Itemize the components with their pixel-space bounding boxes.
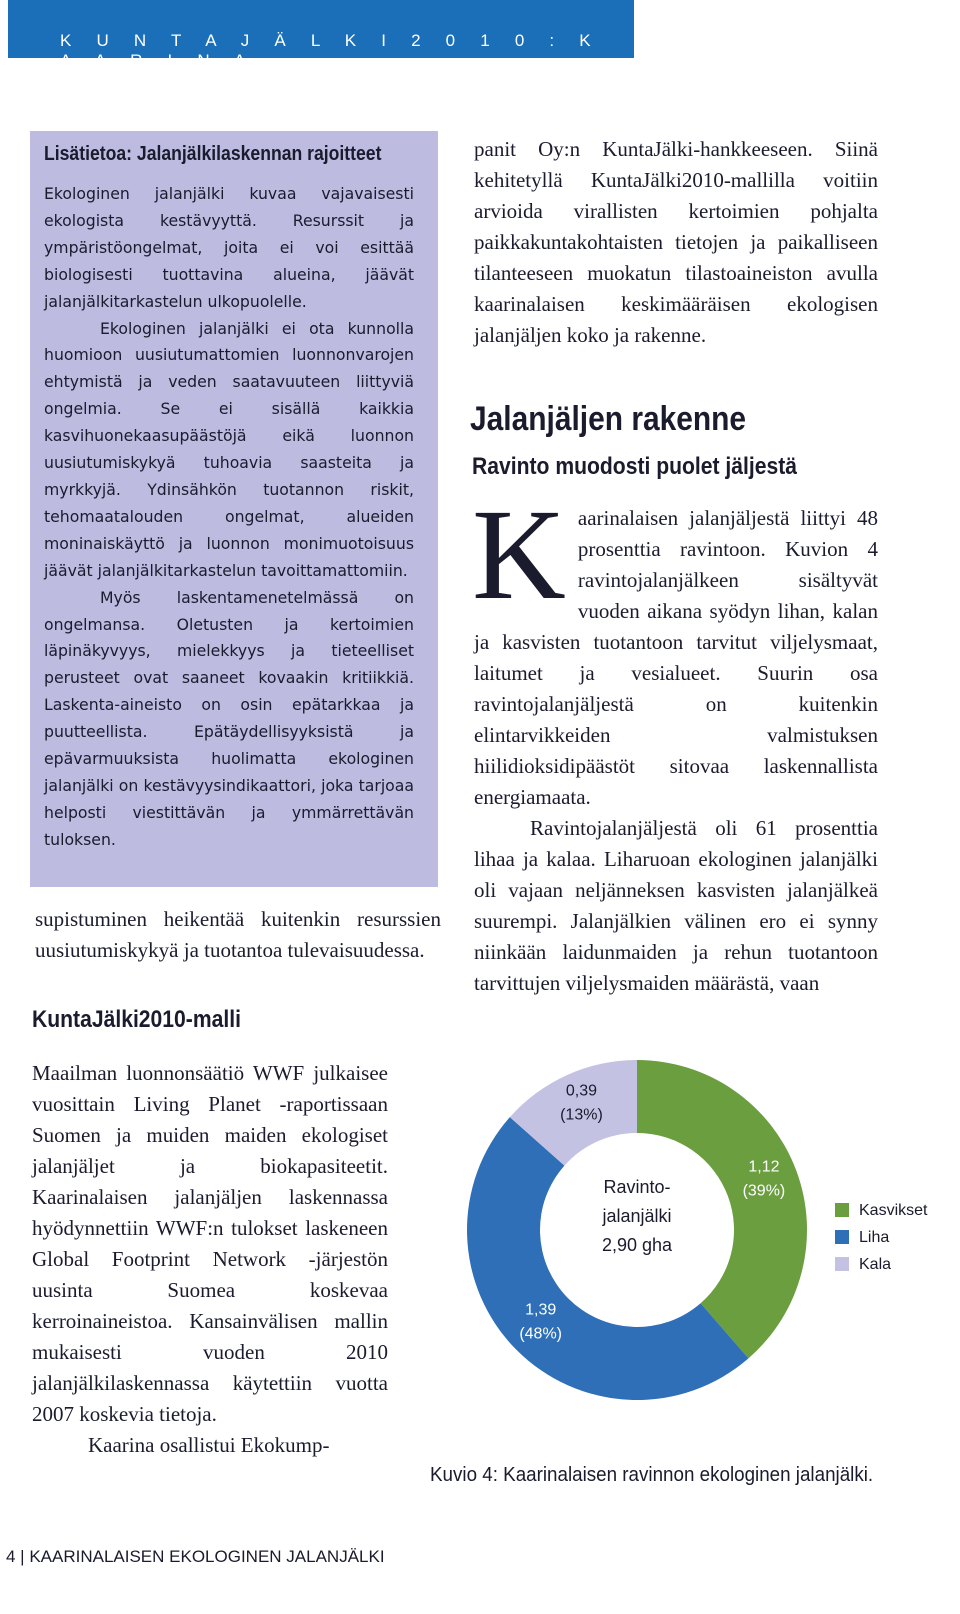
paragraph-text: aarinalaisen jalanjäljestä liittyi 48 prosenttia ravintoon. Kuvion 4 ravintojalanjälkeen sisältyvät vuoden aikana syödyn lihan, kalan ja kasvisten tuotantoon tarvitut viljelysmaat, laitumet ja vesialueet. Suurin osa ravintojalanjäljestä on kuitenkin elintarvikkeiden valmistuksen hiilidioksidipäästöt sitovaa laskennallista energiamaata. (474, 506, 878, 809)
legend-swatch (835, 1230, 849, 1244)
left-continuation (35, 904, 441, 966)
section-heading: KuntaJälki2010-malli (32, 1006, 241, 1033)
center-label: Ravinto- (603, 1177, 671, 1197)
header-bar (8, 0, 634, 70)
info-box-paragraph: Ekologinen jalanjälki kuvaa vajavaisesti ekologista kestävyyttä. Resurssit ja ympäristöongelmat, joita ei voi esittää biologisesti tuottavina alueina, jäävät jalanjälkitarkastelun ulkopuolelle. (44, 184, 414, 311)
info-box-body (44, 181, 414, 854)
right-continuation (474, 134, 878, 351)
center-label: jalanjälki (602, 1206, 672, 1226)
info-box-paragraph: Myös laskentamenetelmässä on ongelmansa. Oletusten ja kertoimien läpinäkyvyys, mielekkyys ja tieteelliset perusteet ovat saaneet kovaakin kritiikkiä. Laskenta-aineisto on osin epätarkkaa ja puutteellista. Epätäydellisyyksistä ja epävarmuuksista huolimatta ekologinen jalanjälki on kestävyysindikaattori, joka tarjoaa helposti viestittävän ja ymmärrettävän tuloksen. (44, 587, 414, 849)
info-box (30, 131, 438, 887)
figure-caption: Kuvio 4: Kaarinalaisen ravinnon ekologinen jalanjälki. (430, 1464, 874, 1486)
subheading: Ravinto muodosti puolet jäljestä (472, 453, 798, 480)
drop-cap: K (472, 483, 566, 627)
left-body (32, 1058, 388, 1461)
continuation-text: supistuminen heikentää kuitenkin resurssien uusiutumiskykyä ja tuotantoa tulevaisuudessa. (35, 907, 441, 962)
slice-value-label: 1,39 (525, 1301, 557, 1319)
continuation-text: panit Oy:n KuntaJälki-hankkeeseen. Siinä kehitetyllä KuntaJälki2010-mallilla voitiin arvioida virallisten kertoimien pohjalta paikkakuntakohtaisten tietojen ja paikalliseen tilanteeseen muokatun tilastoaineiston avulla kaarinalaisen keskimääräisen ekologisen jalanjäljen koko ja rakenne. (474, 137, 878, 347)
right-body (472, 483, 878, 999)
main-heading: Jalanjäljen rakenne (470, 400, 747, 438)
body-paragraph: Ravintojalanjäljestä oli 61 prosenttia lihaa ja kalaa. Liharuoan ekologinen jalanjälki oli vajaan neljänneksen kasvisten jalanjälkeä suurempi. Jalanjälkien välinen ero ei synny niinkään laidunmaiden ja rehun tuotantoon tarvittujen viljelysmaiden määrästä, vaan (474, 816, 878, 995)
legend-swatch (835, 1203, 849, 1217)
slice-percent-label: (13%) (560, 1106, 603, 1124)
slice-percent-label: (48%) (519, 1325, 563, 1343)
running-title: K U N T A J Ä L K I 2 0 1 0 : K A A R I N A (60, 31, 601, 70)
slice-percent-label: (39%) (742, 1182, 786, 1200)
legend-label: Kala (859, 1256, 892, 1273)
food-footprint-donut-chart (460, 1050, 950, 1450)
slice-value-label: 1,12 (748, 1158, 780, 1176)
center-label: 2,90 gha (601, 1235, 673, 1255)
body-paragraph: Maailman luonnonsäätiö WWF julkaisee vuosittain Living Planet -raportissaan Suomen ja muiden maiden ekologiset jalanjäljet ja biokapasiteetit. Kaarinalaisen jalanjäljen laskennassa hyödynnettiin WWF:n tulokset laskeneen Global Footprint Network -järjestön uusinta Suomea koskevaa kerroinaineistoa. Kansainvälisen mallin mukaisesti vuoden 2010 jalanjälkilaskennassa käytettiin vuotta 2007 koskevia tietoja. (32, 1061, 388, 1426)
info-box-paragraph: Ekologinen jalanjälki ei ota kunnolla huomioon uusiutumattomien luonnonvarojen ehtymistä ja veden saatavuuteen liittyviä ongelmia. Se ei sisällä kaikkia kasvihuonekaasupäästöjä eikä luonnon uusiutumiskykyä tuhoavia saasteita ja myrkkyjä. Ydinsähkön tuotannon riskit, tehomaatalouden ongelmat, alueiden moninaiskäyttö ja luonnon monimuotoisuus jäävät jalanjälkitarkastelun tavoittamattomiin. (44, 318, 414, 580)
info-box-title: Lisätietoa: Jalanjälkilaskennan rajoitteet (44, 143, 382, 165)
page-footer: 4 | KAARINALAISEN EKOLOGINEN JALANJÄLKI (6, 1547, 385, 1566)
body-paragraph (472, 483, 878, 813)
body-paragraph: Kaarina osallistui Ekokump- (88, 1433, 330, 1457)
legend-label: Kasvikset (859, 1202, 928, 1219)
slice-value-label: 0,39 (565, 1082, 598, 1100)
legend-swatch (835, 1257, 849, 1271)
legend-label: Liha (859, 1229, 890, 1246)
